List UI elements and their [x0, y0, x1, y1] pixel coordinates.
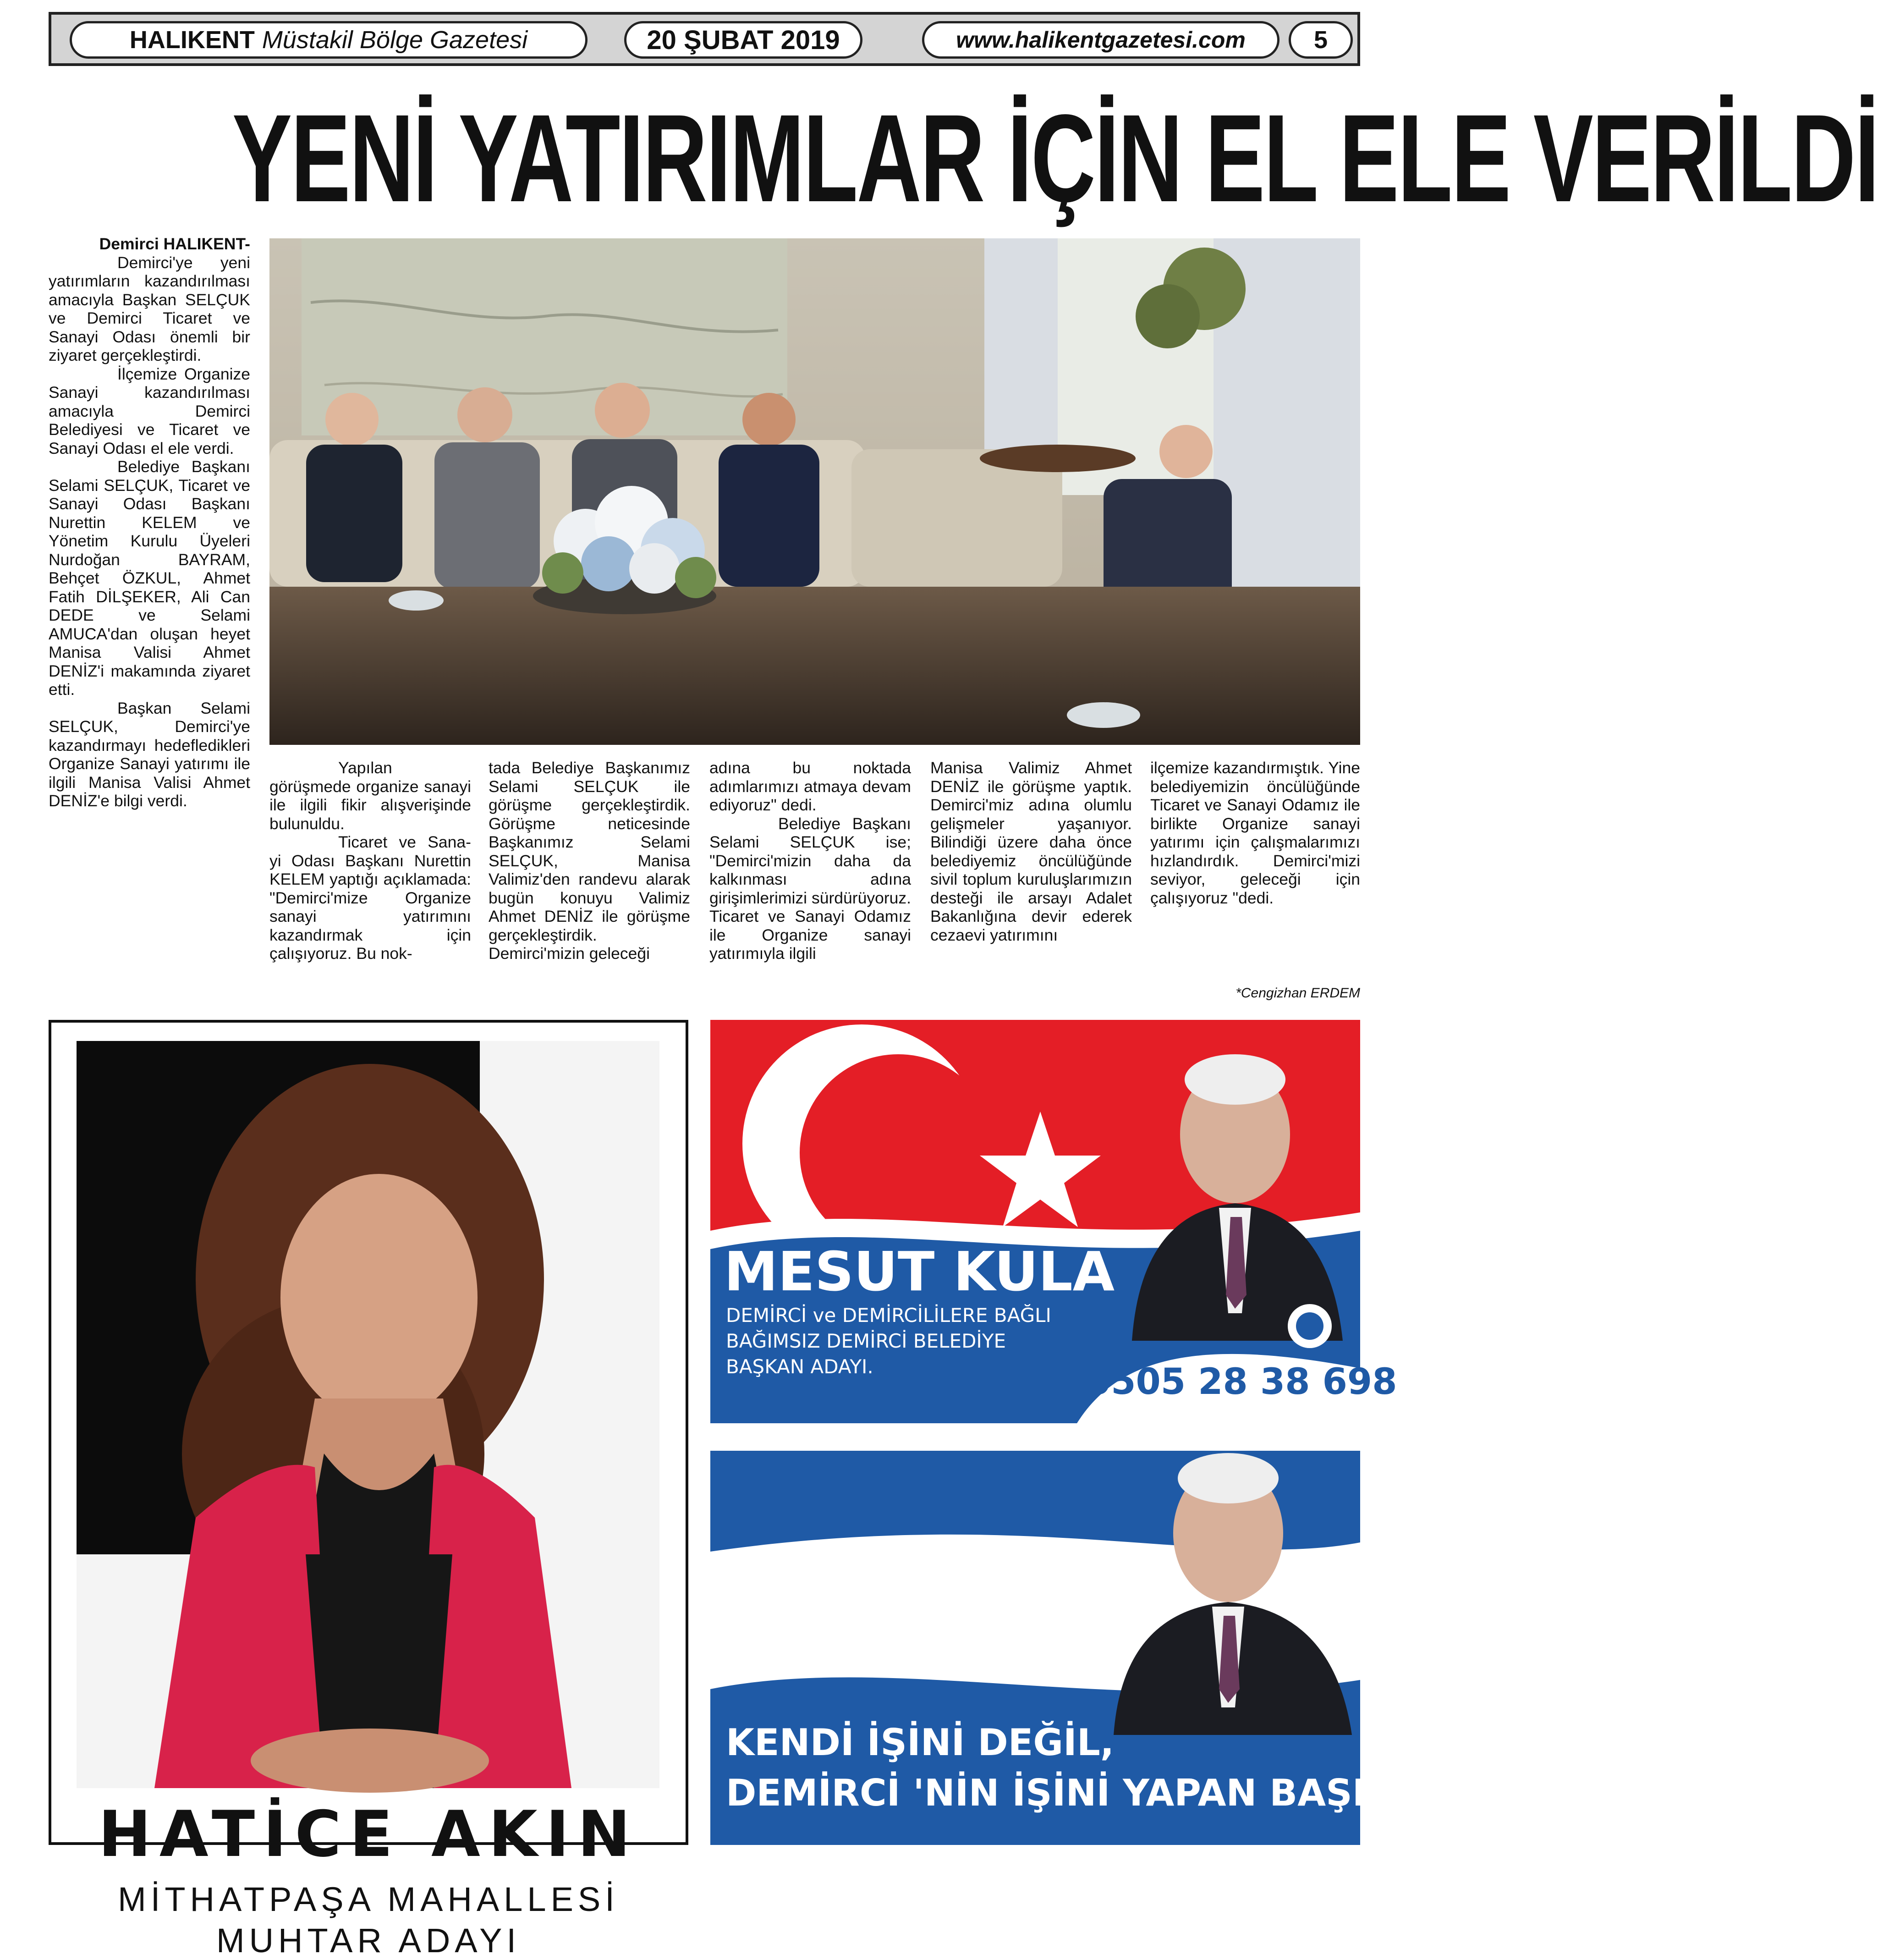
article-column-2 — [269, 759, 471, 963]
ad-line-3: BAŞKAN ADAYI. — [726, 1355, 873, 1378]
meeting-photo — [269, 238, 1360, 745]
candidate-portrait — [77, 1041, 659, 1788]
paragraph: Demirci'ye yeni yatırımların kazandırılması amacıyla Başkan SELÇUK ve Demirci Ticaret ve Sanayi Odası önemli bir ziyaret gerçekleştirdi. — [49, 253, 250, 364]
article-column-4 — [709, 759, 911, 963]
ad-hatice-akin — [49, 1020, 688, 1960]
article-column-6 — [1150, 759, 1360, 907]
paragraph: Yapılan görüşmede organize sanayi ile ilgili fikir alışverişinde bulunuldu. — [269, 759, 471, 833]
article-column-3 — [489, 759, 690, 963]
article-headline: YENİ YATIRIMLAR İÇİN EL ELE VERİLDİ — [232, 88, 1878, 228]
portrait-illustration — [77, 1041, 659, 1788]
article-column-1 — [49, 235, 250, 810]
paragraph: Belediye Başkanı Selami SELÇUK, Ticaret ve Sanayi Odası Başkanı Nurettin KELEM ve Yönetim Kurulu Üyeleri Nurdoğan BAYRAM, Behçet ÖZKUL, Ahmet Fatih DİLŞEKER, Ali Can DEDE ve Selami AMUCA'dan oluşan heyet Manisa Valisi Ahmet DENİZ'i makamında ziyaret etti. — [49, 457, 250, 699]
ad-line-2: BAĞIMSIZ DEMİRCİ BELEDİYE — [726, 1330, 1006, 1352]
ad-mesut-kula — [710, 1020, 1397, 1423]
issue-date: 20 ŞUBAT 2019 — [624, 21, 862, 59]
paper-name: HALIKENT — [129, 26, 255, 54]
ad-slogan — [710, 1451, 1469, 1845]
ad-line-1: DEMİRCİ ve DEMİRCİLİLERE BAĞLI — [726, 1304, 1051, 1327]
paper-name-pill — [70, 21, 588, 59]
page-header — [49, 12, 1360, 66]
paragraph: adına bu noktada adımlarımızı atmaya devam ediyoruz" dedi. — [709, 759, 911, 814]
meeting-photo-illustration — [269, 238, 1360, 745]
ad-phone-number[interactable]: 0505 28 38 698 — [1086, 1361, 1397, 1403]
paragraph: Manisa Valimiz Ahmet DENİZ ile görüşme yaptık. Demirci'miz adına olumlu gelişmeler yaşanıyor. Bilindiği üzere daha önce belediyemiz öncülüğünde sivil toplum kuruluşlarımızın desteği ile arsayı Adalet Bakanlığına devir ederek cezaevi yatırımını — [930, 759, 1132, 944]
article-byline: Demirci HALIKENT- — [99, 235, 250, 253]
slogan-line-2: DEMİRCİ 'NİN İŞİNİ YAPAN BAŞKAN ! — [726, 1772, 1469, 1814]
paper-tagline: Müstakil Bölge Gazetesi — [262, 26, 528, 54]
paragraph: İlçemize Organize Sanayi kazandırılması amacıyla Demirci Belediyesi ve Ticaret ve Sanayi Odası el ele verdi. — [49, 364, 250, 457]
slogan-line-1: KENDİ İŞİNİ DEĞİL, — [726, 1721, 1115, 1764]
paragraph: tada Belediye Başkanımız Selami SELÇUK ile görüşme gerçekleştirdik. Görüşme neticesinde Başkanımız Selami SELÇUK, Manisa Valimiz'den randevu alarak bugün konuyu Valimiz Ahmet DENİZ ile görüşme gerçekleştirdik. Demirci'mizin geleceği — [489, 759, 690, 963]
article-credit: *Cengizhan ERDEM — [1236, 986, 1360, 1001]
candidate-title: MUHTAR ADAYI — [216, 1921, 521, 1960]
paragraph: Başkan Selami SELÇUK, Demirci'ye kazandırmayı hedefledikleri Organize Sanayi yatırımı ile ilgili Manisa Valisi Ahmet DENİZ'e bilgi verdi. — [49, 699, 250, 810]
paragraph: Ticaret ve Sana- yi Odası Başkanı Nurettin KELEM yaptığı açıklamada: "Demirci'mize Organize sanayi yatırımını kazandırmak için çalışıyoruz. Bu nok- — [269, 833, 471, 963]
ad-candidate-name: MESUT KULA — [724, 1240, 1115, 1303]
paragraph: Belediye Başkanı Selami SELÇUK ise; "Demirci'mizin daha da kalkınması adına girişimlerimizi sürdürüyoruz. Ticaret ve Sanayi Odamız ile Organize sanayi yatırımıyla ilgili — [709, 814, 911, 963]
candidate-neighborhood: MİTHATPAŞA MAHALLESİ — [118, 1880, 619, 1918]
whatsapp-icon — [1288, 1304, 1332, 1348]
article-column-5 — [930, 759, 1132, 944]
website-link[interactable]: www.halikentgazetesi.com — [922, 21, 1279, 59]
paragraph: ilçemize kazandırmıştık. Yine belediyemizin öncülüğünde Ticaret ve Sanayi Odamız ile birlikte Organize sanayi yatırımı için çalışmalarımızı hızlandırdık. Demirci'mizi seviyor, geleceği için çalışıyoruz "dedi. — [1150, 759, 1360, 907]
page-number: 5 — [1289, 21, 1353, 59]
candidate-name: HATİCE AKIN — [98, 1797, 639, 1871]
